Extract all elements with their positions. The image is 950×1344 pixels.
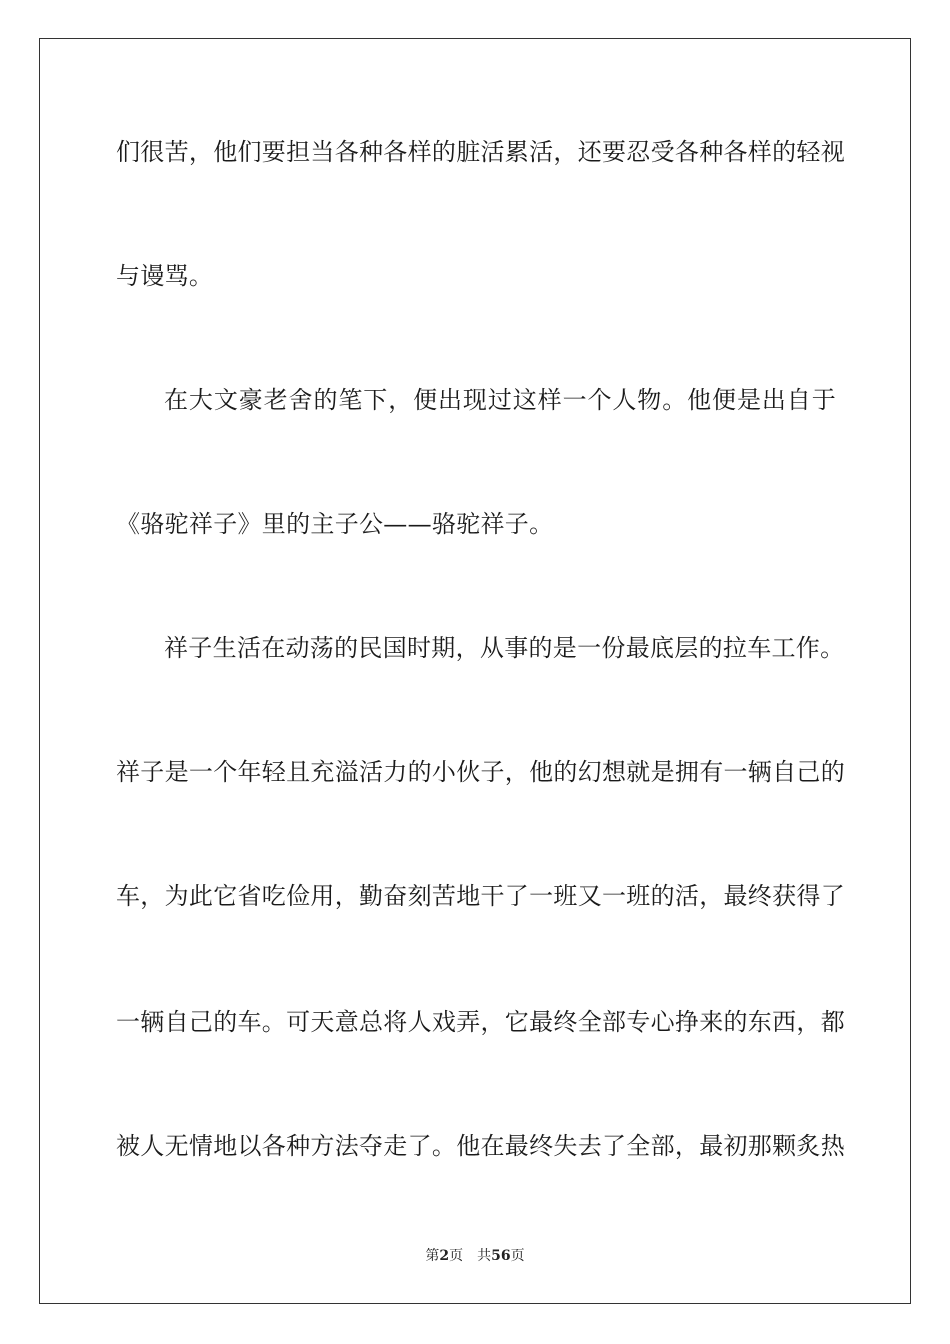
text-line-1: 们很苦，他们要担当各种各样的脏活累活，还要忍受各种各样的轻视 — [116, 138, 845, 166]
text-line-7: 车，为此它省吃俭用，勤奋刻苦地干了一班又一班的活，最终获得了 — [116, 882, 845, 910]
text-line-9: 被人无情地以各种方法夺走了。他在最终失去了全部，最初那颗炙热 — [116, 1132, 845, 1160]
page-border — [39, 38, 911, 1304]
total-pages: 56 — [491, 1248, 511, 1264]
text-line-8: 一辆自己的车。可天意总将人戏弄，它最终全部专心挣来的东西，都 — [116, 1008, 845, 1036]
text-line-3: 在大文豪老舍的笔下，便出现过这样一个人物。他便是出自于 — [164, 386, 836, 414]
text-line-4: 《骆驼祥子》里的主子公——骆驼祥子。 — [116, 510, 554, 538]
page-suffix: 页 — [449, 1248, 464, 1264]
page-prefix: 第 — [425, 1248, 440, 1264]
total-suffix: 页 — [510, 1248, 525, 1264]
page-footer — [0, 1247, 950, 1265]
total-prefix: 共 — [477, 1248, 492, 1264]
text-line-5: 祥子生活在动荡的民国时期，从事的是一份最底层的拉车工作。 — [164, 634, 845, 662]
page-number: 2 — [439, 1248, 450, 1264]
text-line-2: 与谩骂。 — [116, 262, 214, 290]
text-line-6: 祥子是一个年轻且充溢活力的小伙子，他的幻想就是拥有一辆自己的 — [116, 758, 845, 786]
